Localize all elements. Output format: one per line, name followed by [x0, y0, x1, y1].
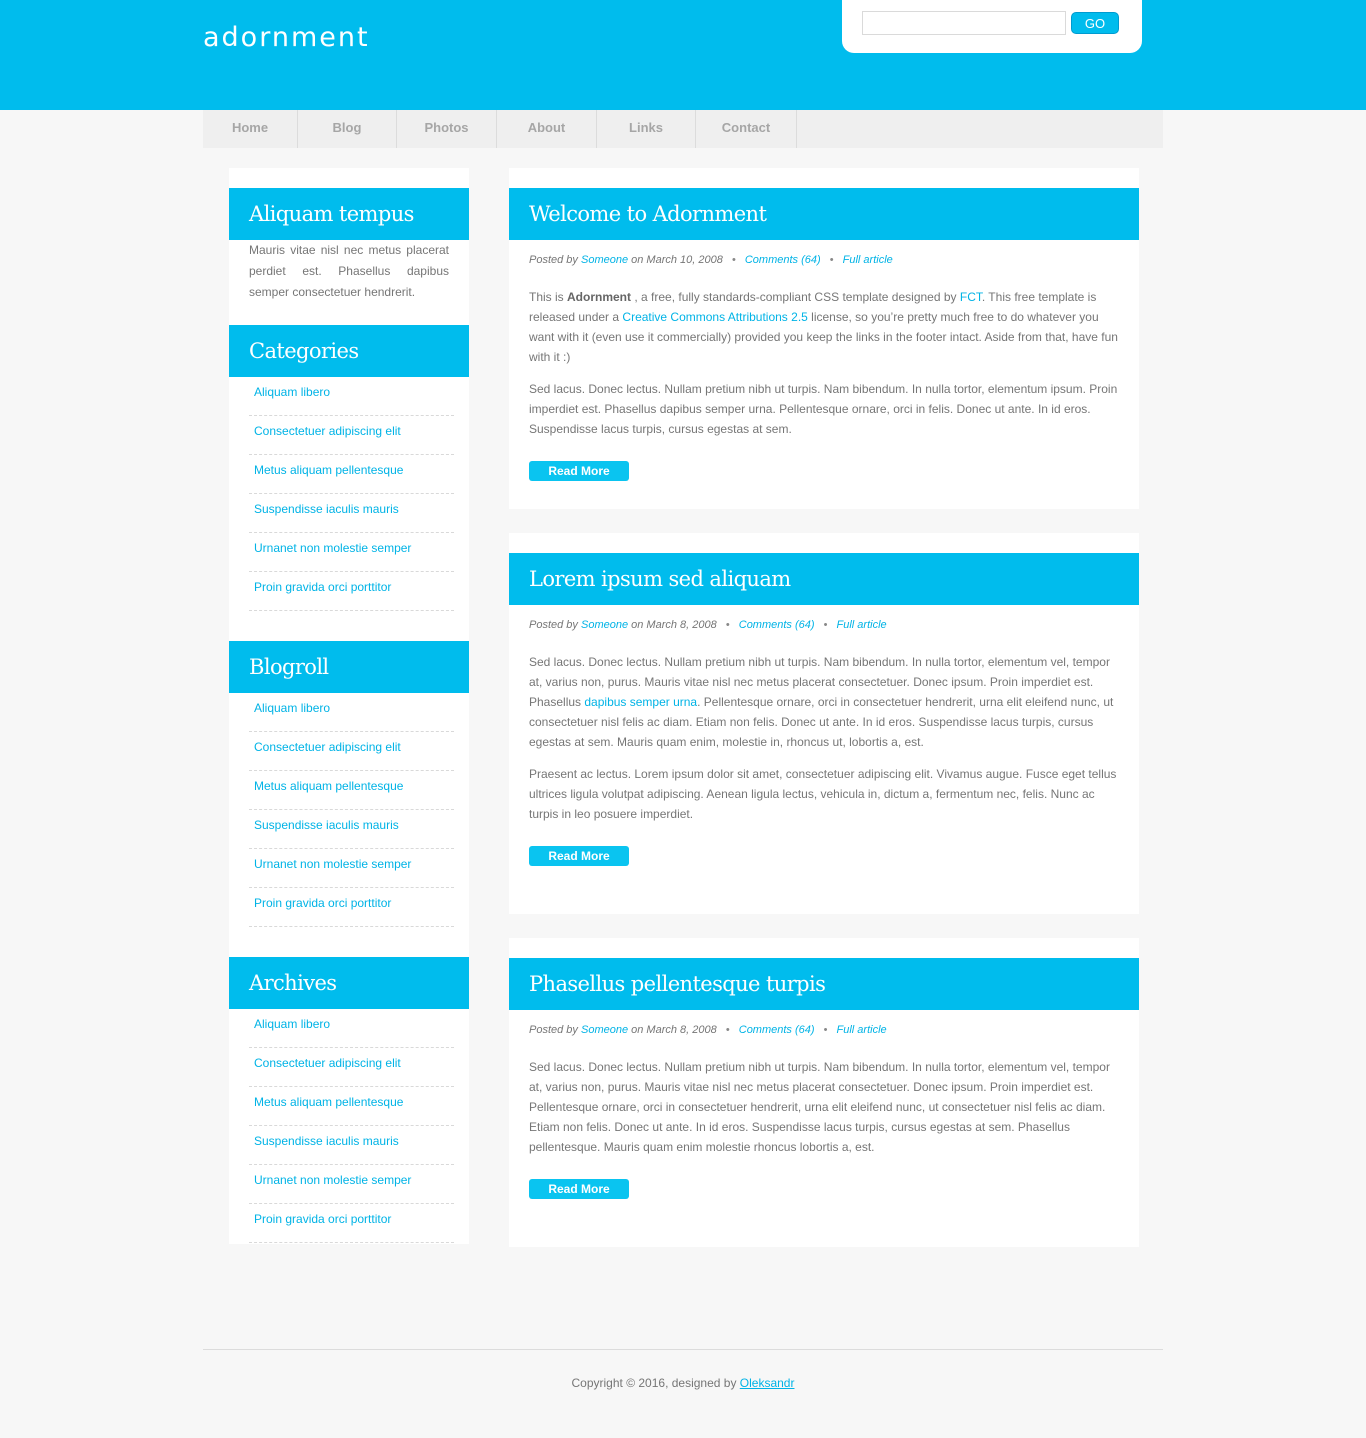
- copyright-text: Copyright © 2016, designed by: [571, 1376, 740, 1390]
- main-nav: [203, 110, 1163, 148]
- archive-link[interactable]: Metus aliquam pellentesque: [254, 1095, 404, 1109]
- post-date: on March 8, 2008: [631, 1024, 717, 1036]
- category-link[interactable]: Suspendisse iaculis mauris: [254, 502, 399, 516]
- blogroll-link[interactable]: Urnanet non molestie semper: [254, 857, 412, 871]
- blogroll-link[interactable]: Suspendisse iaculis mauris: [254, 818, 399, 832]
- fct-link[interactable]: FCT: [959, 290, 982, 304]
- comments-link[interactable]: Comments (64): [744, 254, 821, 266]
- list-item: [249, 888, 454, 927]
- archive-link[interactable]: Aliquam libero: [254, 1017, 331, 1031]
- author-link[interactable]: Someone: [580, 1024, 629, 1036]
- list-item: [249, 1126, 454, 1165]
- about-widget-text: Mauris vitae nisl nec metus placerat perdiet est. Phasellus dapibus semper consectetuer hendrerit.: [249, 243, 449, 299]
- list-item: [249, 1165, 454, 1204]
- about-widget-title: Aliquam tempus: [229, 188, 469, 240]
- archive-link[interactable]: Urnanet non molestie semper: [254, 1173, 412, 1187]
- list-item: [249, 1087, 454, 1126]
- archive-link[interactable]: Proin gravida orci porttitor: [254, 1212, 392, 1226]
- blogroll-widget: [229, 641, 469, 957]
- blogroll-list: [229, 693, 469, 957]
- site-logo[interactable]: adornment: [203, 22, 370, 53]
- categories-list: [229, 377, 469, 641]
- post-paragraph: Sed lacus. Donec lectus. Nullam pretium nibh ut turpis. Nam bibendum. In nulla tortor, elementum vel, tempor at, varius non, purus. Mauris vitae nisl nec metus placerat consectetuer. Donec ipsum. Proin imperdiet est. Pellentesque ornare, orci in consectetuer hendrerit, urna elit eleifend nunc, ut consectetuer nisl felis ac diam. Etiam non felis. Donec ut ante. In id eros. Suspendisse lacus turpis, cursus egestas at sem. Phasellus pellentesque. Mauris quam enim molestie rhoncus lobortis a, est.: [529, 1060, 1110, 1154]
- header: [0, 0, 1366, 110]
- archives-list: [229, 1009, 469, 1244]
- list-item: [249, 732, 454, 771]
- read-more-button[interactable]: Read More: [529, 461, 629, 481]
- author-link[interactable]: Someone: [580, 619, 629, 631]
- post-paragraph: Praesent ac lectus. Lorem ipsum dolor sit amet, consectetuer adipiscing elit. Vivamus augue. Fusce eget tellus ultrices ligula volutpat adipiscing. Aenean ligula lectus, vehicula in, dictum a, fermentum nec, felis. Nunc ac turpis in leo posuere imperdiet.: [529, 767, 1117, 821]
- post-body: [509, 1057, 1139, 1157]
- author-link[interactable]: Someone: [580, 254, 629, 266]
- footer-divider: [203, 1349, 1163, 1350]
- search-input[interactable]: [862, 11, 1066, 35]
- posted-by-label: Posted by: [529, 619, 578, 631]
- bullet-separator: •: [829, 254, 834, 266]
- list-item: [249, 377, 454, 416]
- read-more-button[interactable]: Read More: [529, 846, 629, 866]
- post-body: [509, 652, 1139, 824]
- bullet-separator: •: [725, 1024, 730, 1036]
- list-item: [249, 455, 454, 494]
- post-title[interactable]: Phasellus pellentesque turpis: [509, 958, 1139, 1010]
- categories-widget-title: Categories: [229, 325, 469, 377]
- category-link[interactable]: Consectetuer adipiscing elit: [254, 424, 401, 438]
- post-meta: [509, 254, 1139, 266]
- about-widget: [229, 168, 469, 325]
- post-title[interactable]: Lorem ipsum sed aliquam: [509, 553, 1139, 605]
- nav-item-contact[interactable]: Contact: [696, 110, 797, 148]
- category-link[interactable]: Urnanet non molestie semper: [254, 541, 412, 555]
- comments-link[interactable]: Comments (64): [738, 1024, 815, 1036]
- bullet-separator: •: [823, 1024, 828, 1036]
- blogroll-link[interactable]: Metus aliquam pellentesque: [254, 779, 404, 793]
- nav-item-blog[interactable]: Blog: [298, 110, 397, 148]
- dapibus-link[interactable]: dapibus semper urna: [584, 695, 698, 709]
- archive-link[interactable]: Consectetuer adipiscing elit: [254, 1056, 401, 1070]
- post-date: on March 8, 2008: [631, 619, 717, 631]
- creative-commons-link[interactable]: Creative Commons Attributions 2.5: [622, 310, 808, 324]
- comments-link[interactable]: Comments (64): [738, 619, 815, 631]
- category-link[interactable]: Proin gravida orci porttitor: [254, 580, 392, 594]
- archives-widget-title: Archives: [229, 957, 469, 1009]
- list-item: [249, 849, 454, 888]
- search-box: [842, 0, 1142, 53]
- list-item: [249, 416, 454, 455]
- full-article-link[interactable]: Full article: [836, 619, 887, 631]
- blogroll-link[interactable]: Aliquam libero: [254, 701, 331, 715]
- blogroll-link[interactable]: Proin gravida orci porttitor: [254, 896, 392, 910]
- list-item: [249, 572, 454, 611]
- post-body: [509, 287, 1139, 439]
- bullet-separator: •: [731, 254, 736, 266]
- footer: [203, 1376, 1163, 1390]
- nav-item-photos[interactable]: Photos: [397, 110, 497, 148]
- categories-widget: [229, 325, 469, 641]
- post-meta: [509, 1024, 1139, 1036]
- list-item: [249, 494, 454, 533]
- post-title[interactable]: Welcome to Adornment: [509, 188, 1139, 240]
- list-item: [249, 771, 454, 810]
- nav-item-home[interactable]: Home: [203, 110, 298, 148]
- nav-item-links[interactable]: Links: [597, 110, 696, 148]
- post-paragraph: This is Adornment , a free, fully standards-compliant CSS template designed by FCT. This free template is released under a Creative Commons Attributions 2.5 license, so you’re pretty much free to do whatever you want with it (even use it commercially) provided you keep the links in the footer intact. Aside from that, have fun with it :): [529, 290, 1118, 364]
- post-paragraph: Sed lacus. Donec lectus. Nullam pretium nibh ut turpis. Nam bibendum. In nulla tortor, elementum ipsum. Proin imperdiet est. Phasellus dapibus semper urna. Pellentesque ornare, orci in felis. Donec ut ante. In id eros. Suspendisse lacus turpis, cursus egestas at sem.: [529, 382, 1118, 436]
- nav-item-about[interactable]: About: [497, 110, 597, 148]
- archive-link[interactable]: Suspendisse iaculis mauris: [254, 1134, 399, 1148]
- post: [509, 938, 1139, 1247]
- post-paragraph: Sed lacus. Donec lectus. Nullam pretium nibh ut turpis. Nam bibendum. In nulla tortor, elementum vel, tempor at, varius non, purus. Mauris vitae nisl nec metus placerat consectetuer. Donec ipsum. Proin imperdiet est. Phasellus dapibus semper urna. Pellentesque ornare, orci in consectetuer hendrerit, urna elit eleifend nunc, ut consectetuer nisl felis ac diam. Etiam non felis. Donec ut ante. In id eros. Suspendisse lacus turpis, cursus egestas at sem. Mauris quam enim, molestie in, rhoncus ut, lobortis a, est.: [529, 655, 1114, 749]
- sidebar: [229, 168, 469, 1244]
- list-item: [249, 1009, 454, 1048]
- bullet-separator: •: [823, 619, 828, 631]
- full-article-link[interactable]: Full article: [842, 254, 893, 266]
- post-date: on March 10, 2008: [631, 254, 723, 266]
- search-go-button[interactable]: GO: [1071, 12, 1119, 34]
- blogroll-link[interactable]: Consectetuer adipiscing elit: [254, 740, 401, 754]
- post-meta: [509, 619, 1139, 631]
- posted-by-label: Posted by: [529, 1024, 578, 1036]
- bullet-separator: •: [725, 619, 730, 631]
- category-link[interactable]: Aliquam libero: [254, 385, 331, 399]
- blogroll-widget-title: Blogroll: [229, 641, 469, 693]
- category-link[interactable]: Metus aliquam pellentesque: [254, 463, 404, 477]
- list-item: [249, 1048, 454, 1087]
- post: [509, 168, 1139, 509]
- list-item: [249, 533, 454, 572]
- list-item: [249, 810, 454, 849]
- posted-by-label: Posted by: [529, 254, 578, 266]
- list-item: [249, 693, 454, 732]
- read-more-button[interactable]: Read More: [529, 1179, 629, 1199]
- post: [509, 533, 1139, 914]
- designer-link[interactable]: Oleksandr: [739, 1376, 795, 1390]
- archives-widget: [229, 957, 469, 1244]
- list-item: [249, 1204, 454, 1243]
- full-article-link[interactable]: Full article: [836, 1024, 887, 1036]
